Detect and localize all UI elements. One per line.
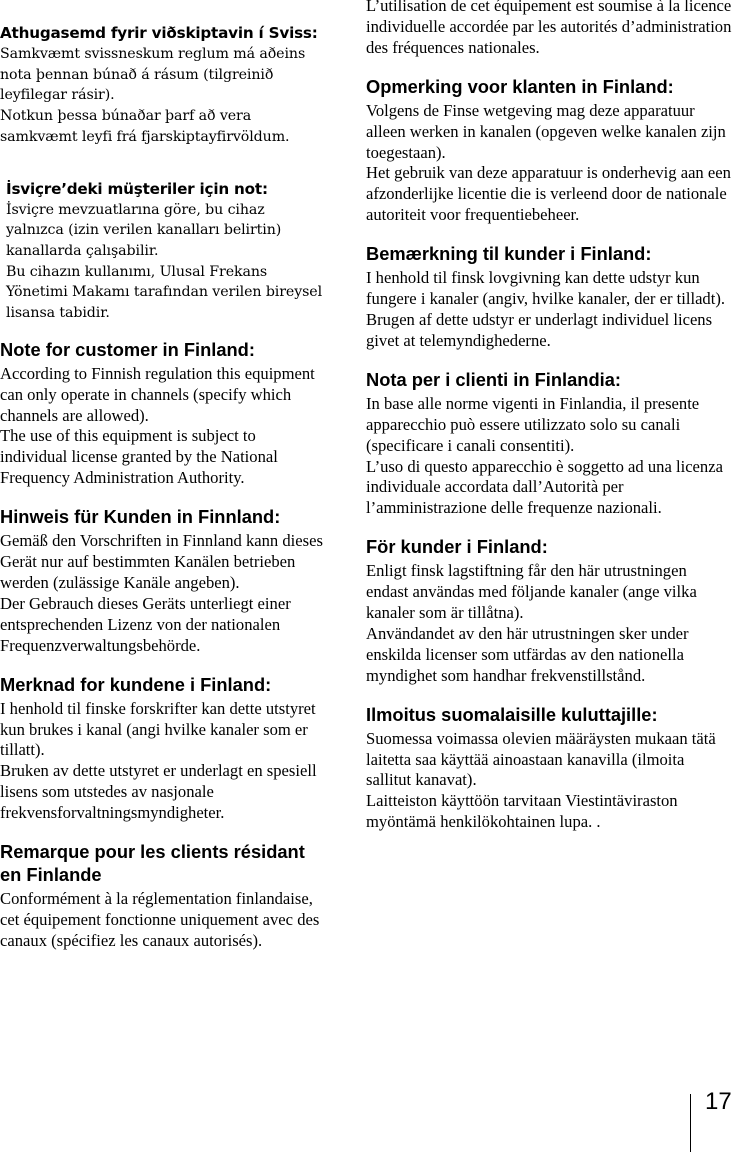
section-paragraph: Bu cihazın kullanımı, Ulusal Frekans Yönetimi Makamı tarafından verilen bireysel lisansa tabidir. <box>6 263 323 322</box>
section-paragraph: Der Gebrauch dieses Geräts unterliegt einer entsprechenden Lizenz von der nationalen Frequenzverwaltungsbehörde. <box>0 593 291 655</box>
notice-section-norwegian <box>0 673 326 824</box>
section-heading: För kunder i Finland: <box>366 536 548 558</box>
section-heading: Ilmoitus suomalaisille kuluttajille: <box>366 703 658 725</box>
section-paragraph: Brugen af dette udstyr er underlagt individuel licens givet at telemyndighederne. <box>366 309 713 350</box>
left-column <box>0 22 326 968</box>
notice-section-swedish <box>366 535 732 686</box>
section-paragraph: Notkun þessa búnaðar þarf að vera samkvæmt leyfi frá fjarskiptayfirvöldum. <box>0 108 290 145</box>
notice-section-english <box>0 338 326 489</box>
section-paragraph: Het gebruik van deze apparatuur is onderhevig aan een afzonderlijke licentie die is verleend door de nationale autoriteit voor frequentiebeheer. <box>366 163 731 225</box>
section-paragraph: L’utilisation de cet équipement est soumise à la licence individuelle accordée par les autorités d’administration des fréquences nationales. <box>366 0 732 57</box>
section-heading: Remarque pour les clients résidant en Finlande <box>0 841 305 886</box>
notice-section-italian <box>366 368 732 519</box>
notice-section-french-cont <box>366 0 732 59</box>
section-heading: İsviçre’deki müşteriler için not: <box>6 179 268 198</box>
section-paragraph: Bruken av dette utstyret er underlagt en spesiell lisens som utstedes av nasjonale frekvensforvaltningsmyndigheter. <box>0 761 317 823</box>
section-heading: Note for customer in Finland: <box>0 338 255 360</box>
right-column <box>366 0 732 849</box>
section-paragraph: Enligt finsk lagstiftning får den här utrustningen endast användas med följande kanaler (ange vilka kanaler som är tillåtna). <box>366 561 697 623</box>
section-heading: Nota per i clienti in Finlandia: <box>366 368 621 390</box>
notice-section-finnish <box>366 703 732 834</box>
section-paragraph: According to Finnish regulation this equipment can only operate in channels (specify which channels are allowed). <box>0 363 315 425</box>
section-heading: Athugasemd fyrir viðskiptavin í Sviss: <box>0 24 318 42</box>
section-paragraph: Volgens de Finse wetgeving mag deze apparatuur alleen werken in kanalen (opgeven welke kanalen zijn toegestaan). <box>366 100 726 162</box>
notice-section-french <box>0 840 326 952</box>
section-paragraph: Conformément à la réglementation finlandaise, cet équipement fonctionne uniquement avec des canaux (spécifiez les canaux autorisés). <box>0 889 320 950</box>
notice-section-dutch <box>366 75 732 226</box>
section-paragraph: Samkvæmt svissneskum reglum má aðeins nota þennan búnað á rásum (tilgreinið leyfilegar rásir). <box>0 46 306 104</box>
notice-section-iceland <box>0 22 326 148</box>
notice-section-turkish <box>6 178 326 324</box>
section-heading: Hinweis für Kunden in Finnland: <box>0 506 281 528</box>
section-heading: Opmerking voor klanten in Finland: <box>366 75 674 97</box>
section-paragraph: Användandet av den här utrustningen sker under enskilda licenser som utfärdas av den nationella myndighet som handhar frekvenstillstånd. <box>366 623 689 685</box>
section-paragraph: L’uso di questo apparecchio è soggetto ad una licenza individuale accordata dall’Autorità per l’amministrazione delle frequenze nazionali. <box>366 456 723 518</box>
notice-section-danish <box>366 242 732 352</box>
section-paragraph: I henhold til finske forskrifter kan dette utstyret kun brukes i kanal (angi hvilke kanaler som er tillatt). <box>0 698 316 760</box>
page-number-divider <box>690 1094 691 1152</box>
section-paragraph: Suomessa voimassa olevien määräysten mukaan tätä laitetta saa käyttää ainoastaan kanavilla (ilmoita sallitut kanavat). <box>366 728 716 790</box>
section-paragraph: The use of this equipment is subject to individual license granted by the National Frequency Administration Authority. <box>0 426 278 488</box>
section-paragraph: In base alle norme vigenti in Finlandia, il presente apparecchio può essere utilizzato solo su canali (specificare i canali consentiti). <box>366 393 700 455</box>
section-heading: Merknad for kundene i Finland: <box>0 673 272 695</box>
page-number: 17 <box>705 1088 732 1115</box>
section-paragraph: Gemäß den Vorschriften in Finnland kann dieses Gerät nur auf bestimmten Kanälen betrieben werden (zulässige Kanäle angeben). <box>0 531 323 592</box>
section-paragraph: İsviçre mevzuatlarına göre, bu cihaz yalnızca (izin verilen kanalları belirtin) kanallarda çalışabilir. <box>6 201 282 259</box>
section-paragraph: I henhold til finsk lovgivning kan dette udstyr kun fungere i kanaler (angiv, hvilke kanaler, der er tilladt). <box>366 268 726 309</box>
section-heading: Bemærkning til kunder i Finland: <box>366 243 652 265</box>
notice-section-german <box>0 505 326 656</box>
section-paragraph: Laitteiston käyttöön tarvitaan Viestintäviraston myöntämä henkilökohtainen lupa. . <box>366 791 678 832</box>
